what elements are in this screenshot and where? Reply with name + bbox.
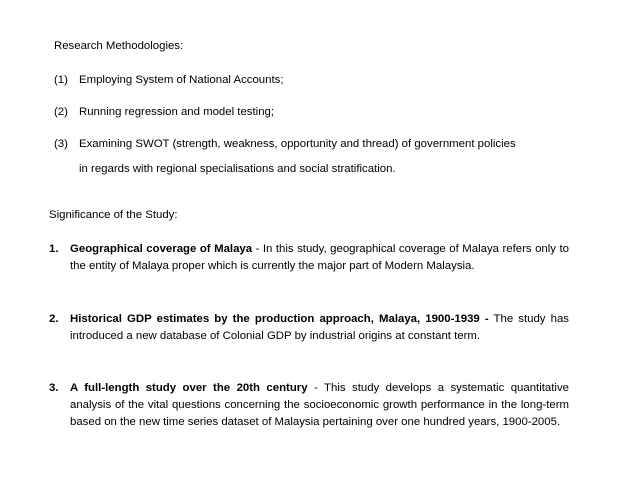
methodology-text-continued: in regards with regional specialisations and social stratification.	[79, 163, 396, 175]
significance-number: 2.	[49, 313, 59, 325]
significance-heading: Historical GDP estimates by the production approach, Malaya, 1900-1939 -	[70, 313, 489, 325]
methodology-number: (3)	[54, 138, 68, 150]
significance-paragraph	[70, 311, 569, 345]
significance-paragraph	[70, 241, 569, 275]
methodology-number: (1)	[54, 74, 68, 86]
methodology-number: (2)	[54, 106, 68, 118]
significance-body: The study has introduced a new database of Colonial GDP by industrial origins at constant term.	[70, 313, 569, 342]
significance-item-3	[49, 380, 569, 431]
significance-item-2	[49, 311, 569, 345]
methodology-text: Examining SWOT (strength, weakness, opportunity and thread) of government policies	[79, 138, 516, 150]
research-methodologies-title: Research Methodologies:	[54, 40, 184, 52]
significance-item-1	[49, 241, 569, 275]
significance-body: - In this study, geographical coverage of Malaya refers only to the entity of Malaya proper which is currently the major part of Modern Malaysia.	[70, 243, 569, 272]
significance-paragraph	[70, 380, 569, 431]
significance-title: Significance of the Study:	[49, 209, 178, 221]
significance-body: - This study develops a systematic quantitative analysis of the vital questions concerning the socioeconomic growth performance in the long-term based on the new time series dataset of Malaysia pertaining over one hundred years, 1900-2005.	[70, 382, 569, 428]
methodology-text: Running regression and model testing;	[79, 106, 275, 118]
significance-heading: Geographical coverage of Malaya	[70, 243, 253, 255]
significance-number: 1.	[49, 243, 59, 255]
significance-heading: A full-length study over the 20th century	[70, 382, 308, 394]
significance-number: 3.	[49, 382, 59, 394]
methodology-text: Employing System of National Accounts;	[79, 74, 284, 86]
